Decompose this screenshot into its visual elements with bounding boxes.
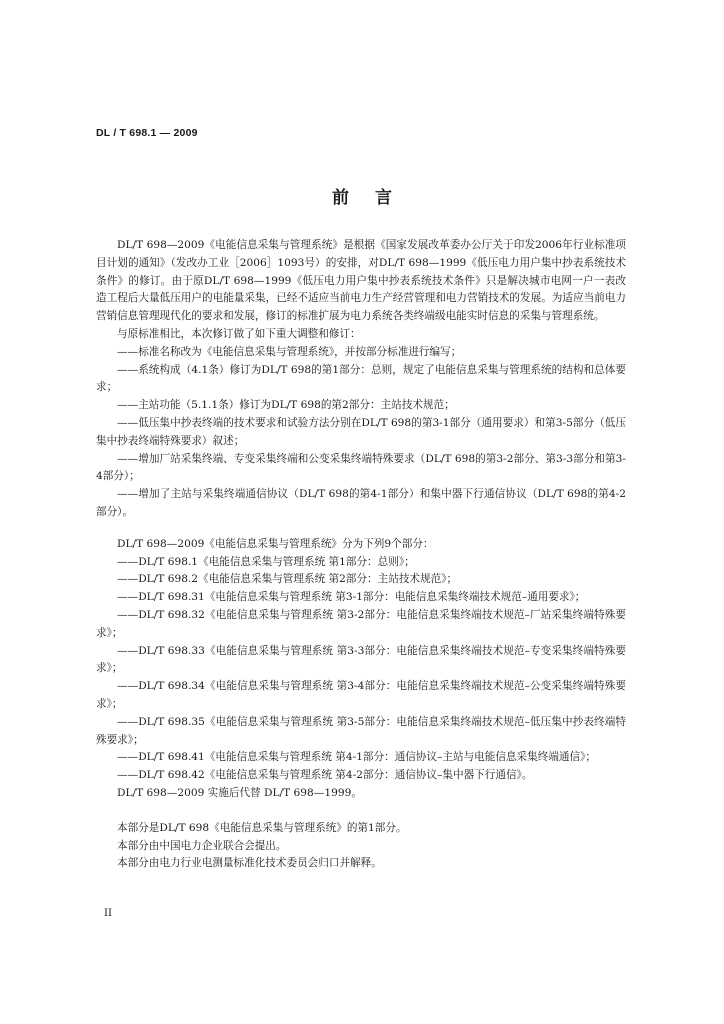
parts-intro: DL/T 698—2009《电能信息采集与管理系统》分为下列9个部分： — [117, 537, 434, 550]
change-item: ——增加了主站与采集终端通信协议（DL/T 698的第4-1部分）和集中器下行通信协议（DL/T 698的第4-2部分）。 — [96, 488, 626, 518]
part-item: ——DL/T 698.42《电能信息采集与管理系统 第4-2部分：通信协议–集中器下行通信》。 — [117, 769, 533, 782]
part-item: ——DL/T 698.33《电能信息采集与管理系统 第3-3部分：电能信息采集终端技术规范–专变采集终端特殊要求》； — [96, 644, 626, 675]
change-item: ——低压集中抄表终端的技术要求和试验方法分别在DL/T 698的第3-1部分（通用要求）和第3-5部分（低压集中抄表终端特殊要求）叙述； — [96, 416, 626, 447]
page-title: 前言 — [332, 188, 418, 208]
closing-line: 本部分由中国电力企业联合会提出。 — [117, 839, 287, 852]
replacement-note: DL/T 698—2009 实施后代替 DL/T 698—1999。 — [117, 786, 362, 799]
paragraph-gap — [96, 522, 626, 536]
document-number-header: DL / T 698.1 — 2009 — [96, 127, 198, 139]
part-item: ——DL/T 698.1《电能信息采集与管理系统 第1部分：总则》； — [117, 555, 415, 568]
change-item: ——标准名称改为《电能信息采集与管理系统》，并按部分标准进行编写； — [117, 345, 462, 358]
changes-intro: 与原标准相比，本次修订做了如下重大调整和修订： — [117, 327, 361, 340]
closing-line: 本部分由电力行业电测量标准化技术委员会归口并解释。 — [117, 857, 382, 870]
part-item: ——DL/T 698.32《电能信息采集与管理系统 第3-2部分：电能信息采集终端技术规范–厂站采集终端特殊要求》； — [96, 608, 626, 639]
part-item: ——DL/T 698.34《电能信息采集与管理系统 第3-4部分：电能信息采集终端技术规范–公变采集终端特殊要求》； — [96, 680, 626, 710]
part-item: ——DL/T 698.31《电能信息采集与管理系统 第3-1部分：电能信息采集终端技术规范–通用要求》； — [117, 591, 586, 604]
paragraph-gap — [96, 803, 626, 820]
part-item: ——DL/T 698.35《电能信息采集与管理系统 第3-5部分：电能信息采集终端技术规范–低压集中抄表终端特殊要求》； — [96, 715, 626, 746]
intro-paragraph: DL/T 698—2009《电能信息采集与管理系统》是根据《国家发展改革委办公厅关于印发2006年行业标准项目计划的通知》（发改办工业［2006］1093号）的安排，对DL/T 698—1999《低压电力用户集中抄表系统技术条件》的修订。由于原DL/T 698—1999《低压电力用户集中抄表系统技术条件》只是解决城市电网一户一表改造工程后大量低压用户的电能量采集，已经不适应当前电力生产经营管理和电力营销技术的发展。为适应当前电力营销信息管理现代化的要求和发展，修订的标准扩展为电力系统各类终端级电能实时信息的采集与管理系统。 — [96, 239, 626, 323]
closing-line: 本部分是DL/T 698《电能信息采集与管理系统》的第1部分。 — [117, 821, 407, 834]
part-item: ——DL/T 698.41《电能信息采集与管理系统 第4-1部分：通信协议–主站与电能信息采集终端通信》； — [117, 751, 596, 764]
document-body — [96, 237, 626, 873]
page-number: II — [104, 908, 112, 919]
change-item: ——主站功能（5.1.1条）修订为DL/T 698的第2部分：主站技术规范； — [117, 399, 455, 412]
change-item: ——增加厂站采集终端、专变采集终端和公变采集终端特殊要求（DL/T 698的第3-2部分、第3-3部分和第3-4部分）； — [96, 452, 626, 483]
change-item: ——系统构成（4.1条）修订为DL/T 698的第1部分：总则，规定了电能信息采集与管理系统的结构和总体要求； — [96, 363, 626, 394]
part-item: ——DL/T 698.2《电能信息采集与管理系统 第2部分：主站技术规范》； — [117, 573, 458, 586]
